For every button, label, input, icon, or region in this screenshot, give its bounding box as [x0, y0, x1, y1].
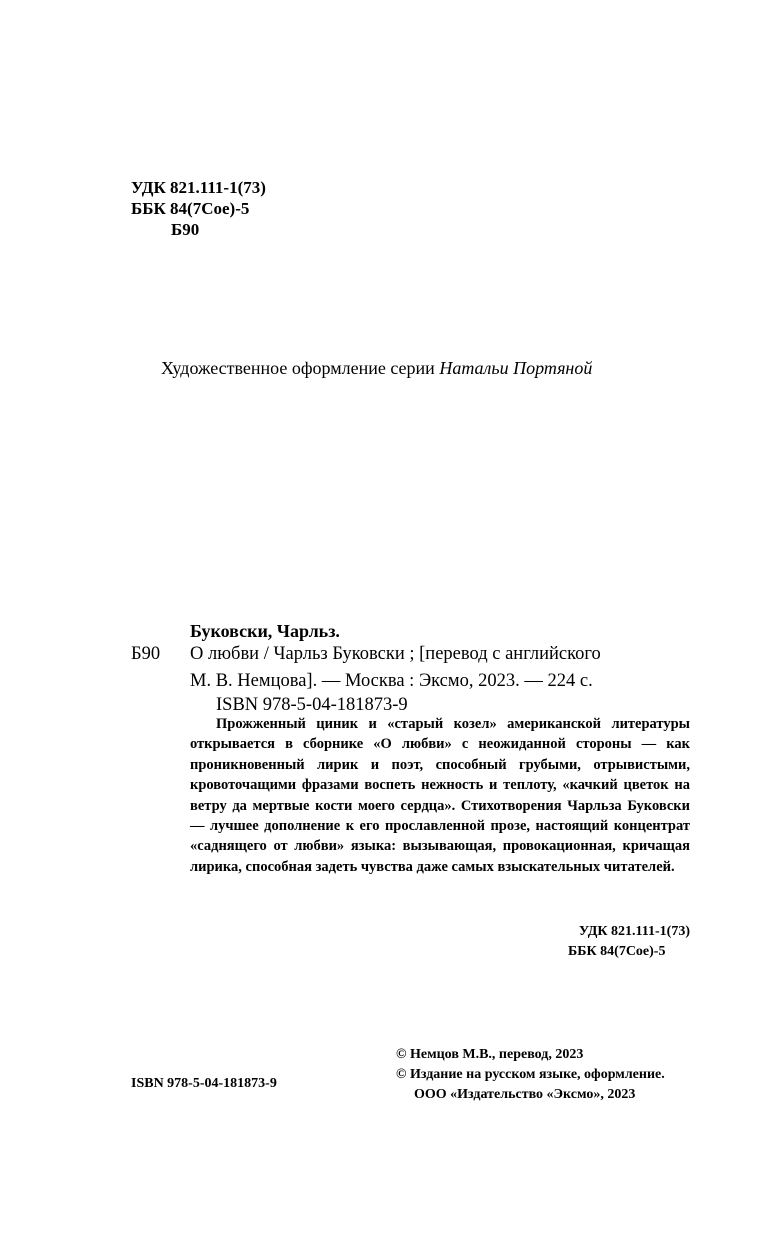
bbk-code: ББК 84(7Сое)-5: [131, 199, 250, 218]
record-udk: УДК 821.111-1(73): [578, 924, 690, 939]
author-mark: Б90: [171, 220, 200, 239]
record-isbn: ISBN 978-5-04-181873-9: [216, 695, 408, 715]
udk-code: УДК 821.111-1(73): [131, 178, 266, 197]
author-heading: Буковски, Чарльз.: [190, 621, 340, 641]
bottom-isbn: ISBN 978-5-04-181873-9: [131, 1076, 277, 1091]
record-author-mark: Б90: [131, 644, 161, 664]
credit-artist: Натальи Портяной: [439, 358, 593, 378]
annotation: [190, 714, 690, 877]
record-bbk: ББК 84(7Сое)-5: [568, 944, 666, 959]
credit-prefix: Художественное оформление серии: [161, 358, 435, 378]
series-design-credit: [161, 358, 592, 379]
title-line-1: О любви / Чарльз Буковски ; [перевод с английского: [190, 644, 601, 664]
copyright-translation: © Немцов М.В., перевод, 2023: [396, 1047, 584, 1062]
copyright-publisher: ООО «Издательство «Эксмо», 2023: [414, 1087, 636, 1102]
annotation-text: Прожженный циник и «старый козел» американской литературы открывается в сборнике «О любви» с неожиданной стороны — как проникновенный лирик и поэт, способный грубыми, отрывистыми, кровоточащими фразами воспеть нежность и теплоту, «качкий цветок на ветру да мертвые кости моего сердца». Стихотворения Чарльза Буковски — лучшее дополнение к его прославленной прозе, настоящий концентрат «саднящего от любви» языка: вызывающая, провокационная, кричащая лирика, способная задеть чувства даже самых взыскательных читателей.: [190, 716, 690, 875]
title-line-2: М. В. Немцова]. — Москва : Эксмо, 2023. — 224 с.: [190, 671, 593, 691]
copyright-edition: © Издание на русском языке, оформление.: [396, 1067, 665, 1082]
